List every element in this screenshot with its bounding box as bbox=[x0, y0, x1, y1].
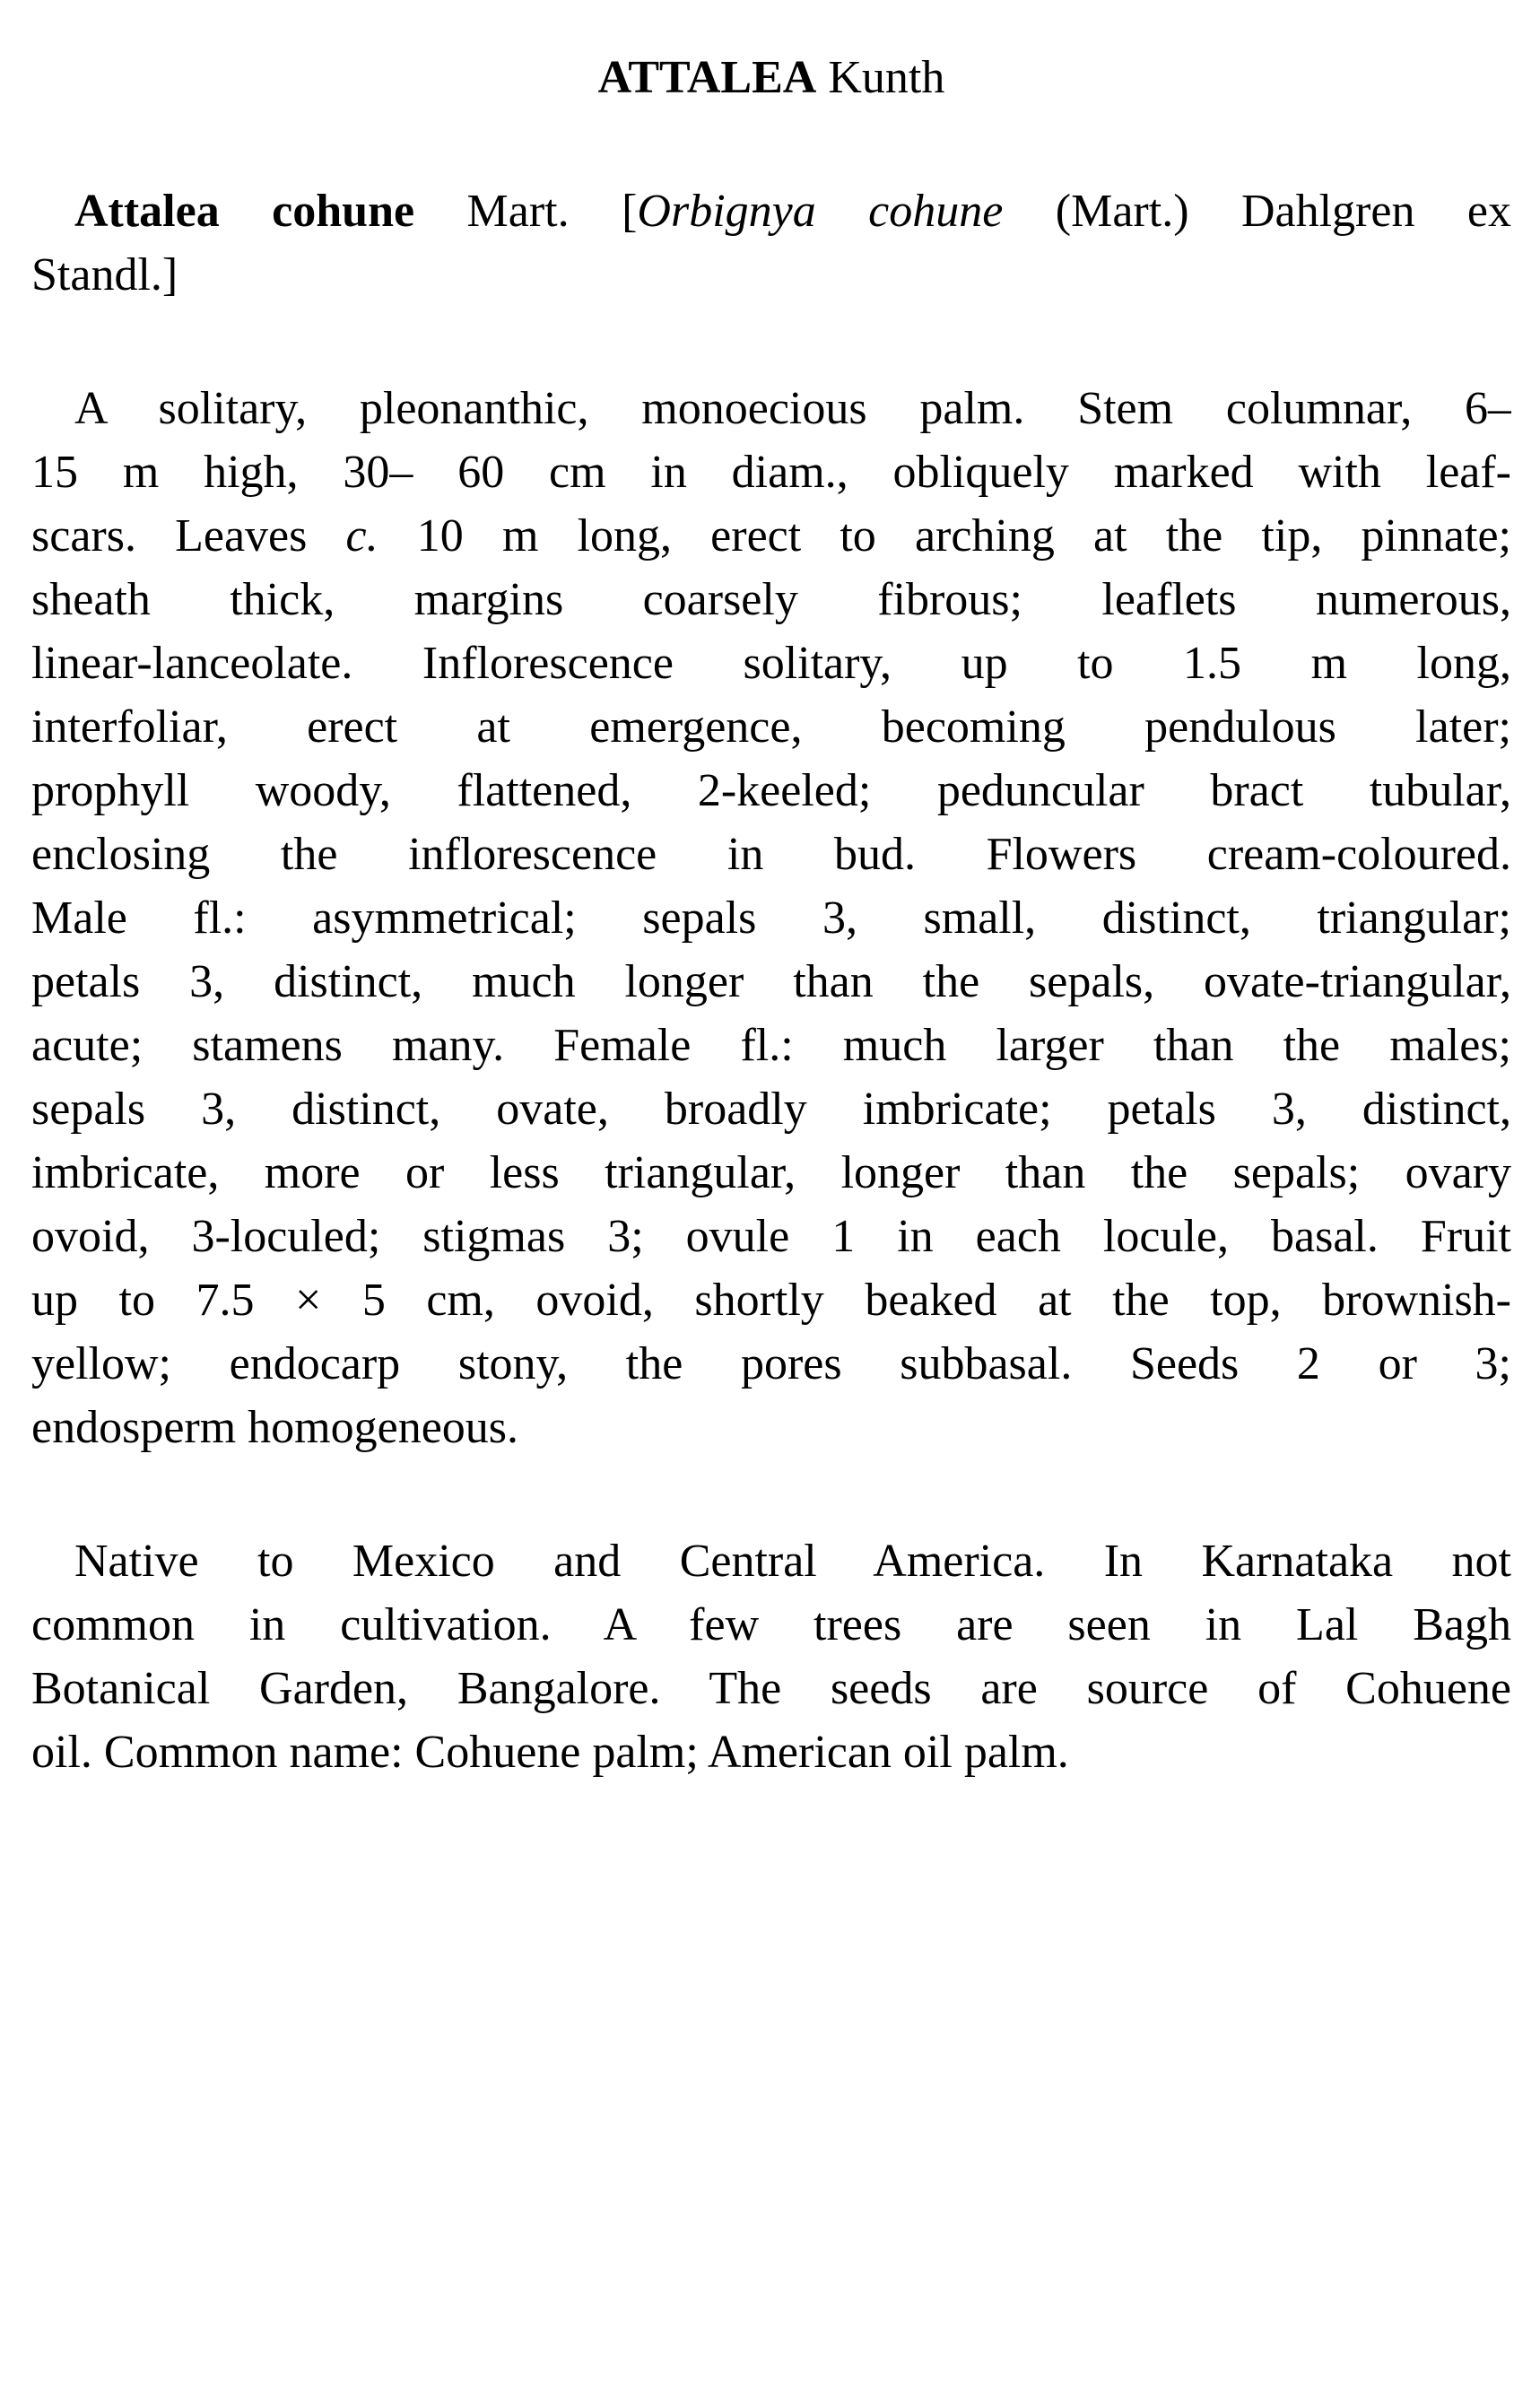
text-line bbox=[31, 1396, 1511, 1459]
text-segment: ovoid, 3-loculed; stigmas 3; ovule 1 in each locule, basal. Fruit bbox=[31, 1211, 1511, 1262]
text-line bbox=[31, 950, 1511, 1014]
text-segment: sepals 3, distinct, ovate, broadly imbricate; petals 3, distinct, bbox=[31, 1084, 1511, 1135]
text-segment: common in cultivation. A few trees are seen in Lal Bagh bbox=[31, 1599, 1511, 1650]
text-segment: oil. Common name: Cohuene palm; American oil palm. bbox=[31, 1727, 1069, 1778]
text-line bbox=[31, 631, 1511, 695]
text-segment: yellow; endocarp stony, the pores subbasal. Seeds 2 or 3; bbox=[31, 1338, 1511, 1389]
text-segment: acute; stamens many. Female fl.: much larger than the males; bbox=[31, 1020, 1511, 1071]
text-line bbox=[31, 1593, 1511, 1657]
text-segment: scars. Leaves bbox=[31, 510, 346, 562]
text-segment: up to 7.5 × 5 cm, ovoid, shortly beaked at the top, brownish- bbox=[31, 1275, 1511, 1326]
text-segment: endosperm homogeneous. bbox=[31, 1402, 519, 1453]
text-segment: 10 m long, erect to arching at the tip, pinnate; bbox=[378, 510, 1511, 562]
text-segment: c. bbox=[345, 510, 378, 562]
paragraph-species-synonymy bbox=[31, 179, 1511, 307]
text-line bbox=[31, 377, 1511, 440]
text-line bbox=[31, 1141, 1511, 1205]
text-segment: sheath thick, margins coarsely fibrous; leaflets numerous, bbox=[31, 574, 1511, 625]
text-segment: linear-lanceolate. Inflorescence solitary, up to 1.5 m long, bbox=[31, 638, 1511, 689]
text-line bbox=[31, 1077, 1511, 1141]
text-segment: Botanical Garden, Bangalore. The seeds are source of Cohuene bbox=[31, 1663, 1511, 1714]
text-line bbox=[31, 1268, 1511, 1332]
body-text bbox=[31, 179, 1511, 1784]
text-segment: Male fl.: asymmetrical; sepals 3, small, distinct, triangular; bbox=[31, 892, 1511, 944]
text-segment: imbricate, more or less triangular, longer than the sepals; ovary bbox=[31, 1147, 1511, 1198]
text-segment: interfoliar, erect at emergence, becoming pendulous later; bbox=[31, 701, 1511, 753]
text-segment: prophyll woody, flattened, 2-keeled; peduncular bract tubular, bbox=[31, 765, 1511, 816]
text-line bbox=[31, 759, 1511, 823]
text-line bbox=[31, 695, 1511, 759]
text-line bbox=[31, 179, 1511, 243]
text-segment: Native to Mexico and Central America. In Karnataka not bbox=[74, 1536, 1511, 1587]
text-segment: Mart. [ bbox=[414, 186, 638, 237]
text-segment: petals 3, distinct, much longer than the sepals, ovate-triangular, bbox=[31, 956, 1511, 1007]
text-line bbox=[31, 1014, 1511, 1077]
text-line bbox=[31, 823, 1511, 886]
text-segment: 15 m high, 30– 60 cm in diam., obliquely marked with leaf- bbox=[31, 447, 1511, 498]
species-heading bbox=[31, 46, 1511, 109]
paragraph-description bbox=[31, 377, 1511, 1459]
paragraph-distribution bbox=[31, 1529, 1511, 1784]
text-line bbox=[31, 1657, 1511, 1720]
genus-author: Kunth bbox=[816, 52, 945, 103]
text-line bbox=[31, 440, 1511, 504]
text-segment: A solitary, pleonanthic, monoecious palm. Stem columnar, 6– bbox=[74, 383, 1511, 434]
text-line bbox=[31, 886, 1511, 950]
text-line bbox=[31, 1332, 1511, 1396]
text-line bbox=[31, 243, 1511, 307]
text-line bbox=[31, 1720, 1511, 1784]
genus-name: ATTALEA bbox=[597, 52, 817, 103]
text-line bbox=[31, 568, 1511, 631]
text-line bbox=[31, 504, 1511, 568]
text-segment: Standl.] bbox=[31, 249, 178, 300]
text-line bbox=[31, 1205, 1511, 1268]
text-line bbox=[31, 1529, 1511, 1593]
text-segment: Orbignya cohune bbox=[637, 186, 1004, 237]
text-segment: (Mart.) Dahlgren ex bbox=[1003, 186, 1511, 237]
text-segment: Attalea cohune bbox=[74, 186, 415, 237]
text-segment: enclosing the inflorescence in bud. Flowers cream-coloured. bbox=[31, 829, 1511, 880]
